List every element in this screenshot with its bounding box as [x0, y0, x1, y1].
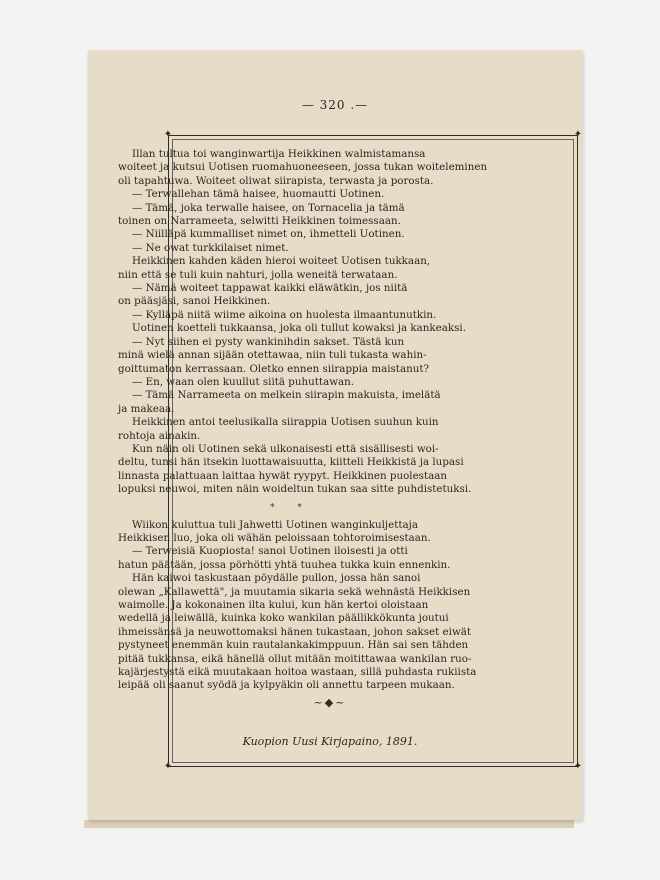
- text-line: minä wielä annan sijään otettawaa, niin tuli tukasta wahin-: [118, 349, 427, 362]
- text-line: — Tämä Narrameeta on melkein siirapin makuista, imelätä: [132, 389, 441, 402]
- text-line: leipää oli saanut syödä ja kylpyäkin oli annettu tarpeen mukaan.: [118, 679, 455, 692]
- corner-ornament-icon: ✦: [573, 761, 583, 772]
- underlying-sheet-edge: [84, 820, 574, 828]
- printer-imprint: Kuopion Uusi Kirjapaino, 1891.: [242, 735, 418, 748]
- text-line: toinen on Narrameeta, selwitti Heikkinen toimessaan.: [118, 215, 401, 228]
- text-line: niin että se tuli kuin nahturi, jolla weneitä terwataan.: [118, 268, 398, 281]
- text-line: olewan „Kallawettä", ja muutamia sikaria sekä wehnästä Heikkisen: [118, 585, 471, 598]
- text-line: — Nyt siihen ei pysty wankinihdin sakset. Tästä kun: [132, 335, 405, 348]
- text-line: Illan tultua toi wanginwartija Heikkinen walmistamansa: [132, 148, 426, 160]
- text-line: — Tämä, joka terwalle haisee, on Tornacelia ja tämä: [132, 201, 405, 214]
- text-line: ja makeaa.: [118, 402, 175, 415]
- text-line: — Kylläpä niitä wiime aikoina on huolesta ilmaantunutkin.: [132, 308, 437, 321]
- corner-ornament-icon: ✦: [163, 761, 173, 772]
- text-line: waimolle. Ja kokonainen ilta kului, kun hän kertoi oloistaan: [118, 599, 429, 611]
- text-line: ihmeissänsä ja neuwottomaksi hänen tukastaan, johon sakset eiwät: [118, 625, 472, 638]
- text-line: pitää tukkansa, eikä hänellä ollut mitään moitittawaa wankilan ruo-: [118, 652, 472, 665]
- text-line: pystyneet enemmän kuin rautalankakimppuun. Hän sai sen tähden: [118, 639, 469, 652]
- corner-ornament-icon: ✦: [163, 129, 173, 140]
- text-line: kajärjestystä eikä muutakaan hoitoa wastaan, sillä puhdasta rukiista: [118, 666, 477, 679]
- text-line: deltu, tunsi hän itsekin luottawaisuutta, kiitteli Heikkistä ja lupasi: [118, 456, 464, 469]
- text-line: Heikkisen luo, joka oli wähän peloissaan tohtoroimisestaan.: [118, 531, 431, 544]
- divider-ornament: ~◆~: [313, 696, 347, 709]
- text-line: oli tapahtuwa. Woiteet oliwat siirapista, terwasta ja porosta.: [118, 174, 434, 187]
- text-line: — Terweisiä Kuopiosta! sanoi Uotinen iloisesti ja otti: [132, 545, 408, 558]
- section-break: * *: [270, 502, 312, 513]
- text-line: Wiikon kuluttua tuli Jahwetti Uotinen wanginkuljettaja: [132, 518, 418, 531]
- page-number: — 320 .—: [301, 98, 369, 112]
- text-line: — Niilläpä kummalliset nimet on, ihmetteli Uotinen.: [132, 228, 405, 241]
- text-line: hatun päätään, jossa pörhötti yhtä tuuhea tukka kuin ennenkin.: [118, 558, 451, 571]
- text-line: lopuksi neuwoi, miten näin woideltun tukan saa sitte puhdistetuksi.: [118, 483, 472, 496]
- text-line: Heikkinen kahden käden hieroi woiteet Uotisen tukkaan,: [132, 255, 431, 268]
- text-line: — Terwallehan tämä haisee, huomautti Uotinen.: [132, 188, 385, 201]
- text-line: Uotinen koetteli tukkaansa, joka oli tullut kowaksi ja kankeaksi.: [132, 322, 466, 335]
- corner-ornament-icon: ✦: [573, 129, 583, 140]
- body-text: [118, 148, 488, 693]
- text-line: — En, waan olen kuullut siitä puhuttawan.: [132, 375, 355, 388]
- text-line: goittumaton kerrassaan. Oletko ennen siirappia maistanut?: [118, 362, 430, 375]
- text-line: linnasta palattuaan laittaa hywät ryypyt. Heikkinen puolestaan: [118, 469, 447, 482]
- text-line: rohtoja ainakin.: [118, 429, 201, 442]
- text-line: Hän kaiwoi taskustaan pöydälle pullon, jossa hän sanoi: [132, 572, 421, 585]
- text-line: on pääsjäsi, sanoi Heikkinen.: [118, 295, 271, 308]
- text-line: — Ne owat turkkilaiset nimet.: [132, 241, 289, 254]
- text-line: — Nämä woiteet tappawat kaikki eläwätkin, jos niitä: [132, 282, 408, 295]
- text-line: Heikkinen antoi teelusikalla siirappia Uotisen suuhun kuin: [132, 416, 439, 429]
- text-line: wedellä ja leiwällä, kuinka koko wankilan päällikkökunta joutui: [118, 612, 449, 625]
- text-line: Kun näin oli Uotinen sekä ulkonaisesti että sisällisesti woi-: [132, 442, 439, 455]
- text-line: woiteet ja kutsui Uotisen ruomahuoneeseen, jossa tukan woiteleminen: [118, 161, 488, 174]
